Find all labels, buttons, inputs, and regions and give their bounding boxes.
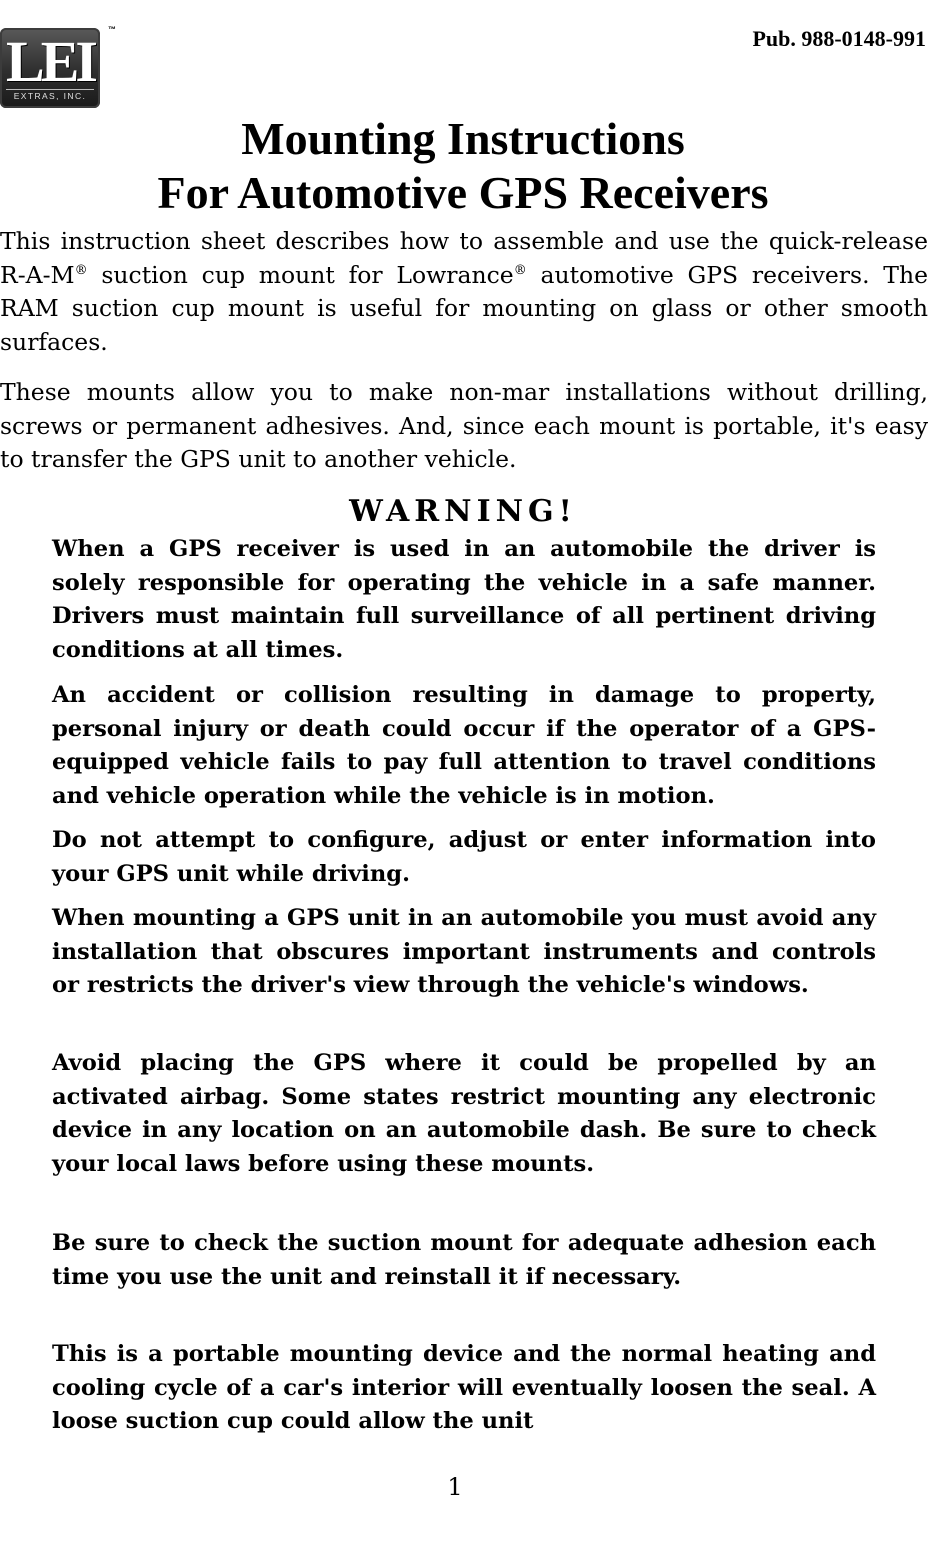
intro-text-b: suction cup mount for Lowrance (87, 260, 514, 289)
title-line-2: For Automotive GPS Receivers (157, 167, 769, 218)
page-number: 1 (447, 1473, 463, 1501)
warning-paragraph-5: Avoid placing the GPS where it could be propelled by an activated airbag. Some states restrict mounting any electronic device in any location on an automobile dash. Be sure to check your local laws before using these mounts. (52, 1050, 876, 1177)
lei-logo (0, 28, 100, 108)
warning-paragraph-7: This is a portable mounting device and the normal heating and cooling cycle of a car's interior will eventually loosen the seal. A loose suction cup could allow the unit (52, 1341, 876, 1435)
publication-number: Pub. 988-0148-991 (752, 26, 926, 51)
intro-paragraph-2: These mounts allow you to make non-mar installations without drilling, screws or permanent adhesives. And, since each mount is portable, it's easy to transfer the GPS unit to another vehicle. (0, 378, 928, 474)
warning-paragraph-3: Do not attempt to configure, adjust or enter information into your GPS unit while driving. (52, 827, 876, 887)
registered-mark-ram: ® (74, 262, 88, 278)
intro-text-a: This instruction sheet describes how to assemble and use the quick-release R-A-M (0, 227, 928, 289)
page-title (0, 112, 926, 220)
warning-paragraph-6: Be sure to check the suction mount for adequate adhesion each time you use the unit and reinstall it if necessary. (52, 1230, 876, 1290)
warning-paragraph-1: When a GPS receiver is used in an automobile the driver is solely responsible for operating the vehicle in a safe manner. Drivers must maintain full surveillance of all pertinent driving conditions at all times. (52, 536, 876, 663)
warning-paragraph-4: When mounting a GPS unit in an automobile you must avoid any installation that obscures important instruments and controls or restricts the driver's view through the vehicle's windows. (52, 905, 876, 999)
registered-mark-lowrance: ® (513, 262, 527, 278)
trademark-symbol: ™ (108, 25, 116, 34)
intro-text-c: automotive GPS receivers. The RAM suction cup mount is useful for mounting on glass or other smooth surfaces. (0, 260, 928, 356)
logo-subtext: EXTRAS, INC. (6, 89, 94, 102)
warning-paragraph-2: An accident or collision resulting in damage to property, personal injury or death could occur if the operator of a GPS-equipped vehicle fails to pay full attention to travel conditions and vehicle operation while the vehicle is in motion. (52, 682, 876, 809)
warning-heading: WARNING! (349, 494, 577, 529)
title-line-1: Mounting Instructions (241, 113, 685, 164)
intro-paragraph-1 (0, 225, 928, 359)
logo-letters: LEI (6, 29, 94, 94)
